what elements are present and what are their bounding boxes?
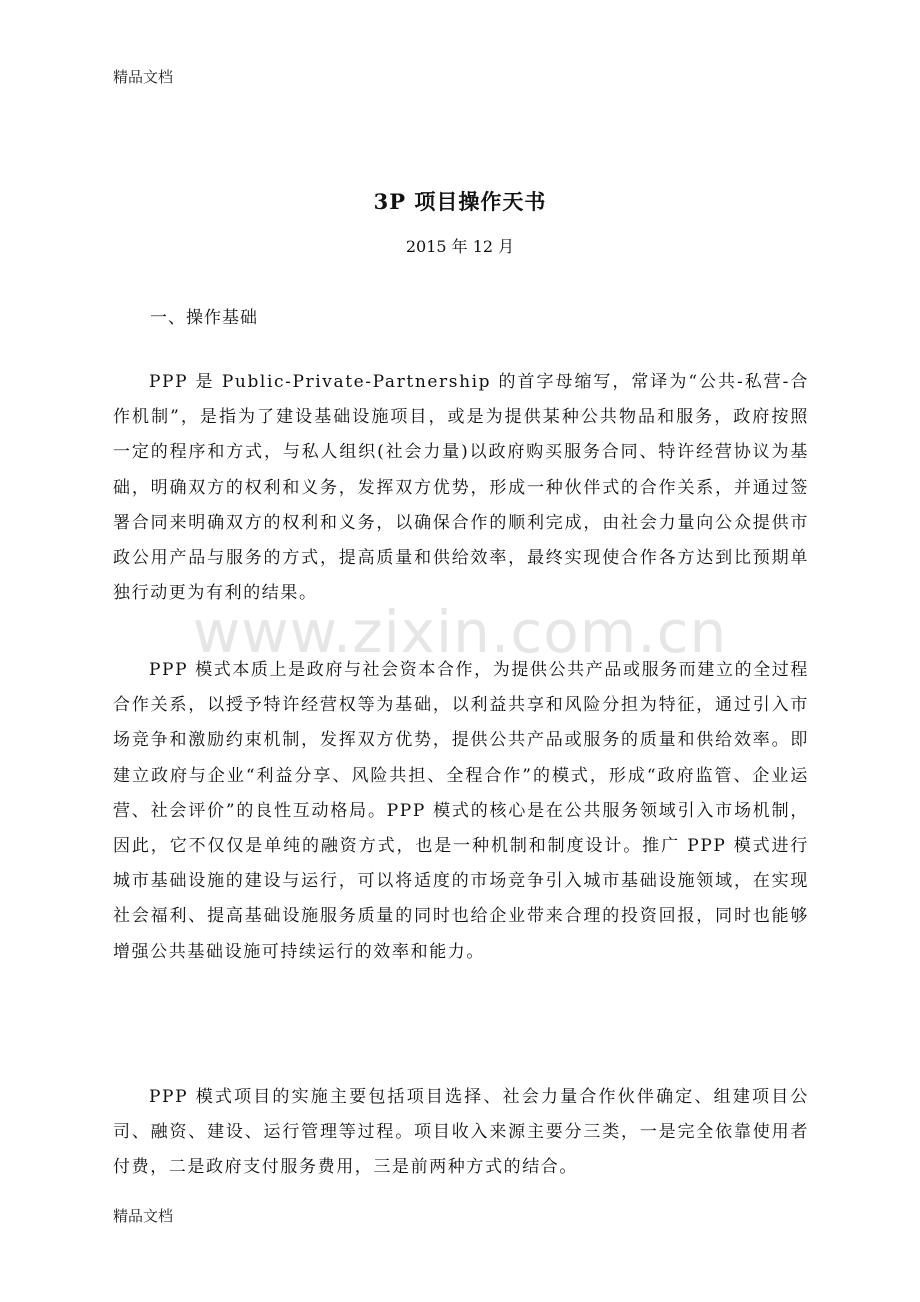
- body-paragraph-3: PPP 模式项目的实施主要包括项目选择、社会力量合作伙伴确定、组建项目公司、融资、建设、运行管理等过程。项目收入来源主要分三类，一是完全依靠使用者付费，二是政府支付服务费用，三是前两种方式的结合。: [113, 1087, 809, 1178]
- body-paragraph-2: PPP 模式本质上是政府与社会资本合作，为提供公共产品或服务而建立的全过程合作关系，以授予特许经营权等为基础，以利益共享和风险分担为特征，通过引入市场竞争和激励约束机制，发挥双方优势，提供公共产品或服务的质量和供给效率。即建立政府与企业“利益分享、风险共担、全程合作”的模式，形成“政府监管、企业运营、社会评价”的良性互动格局。PPP 模式的核心是在公共服务领域引入市场机制，因此，它不仅仅是单纯的融资方式，也是一种机制和制度设计。推广 PPP 模式进行城市基础设施的建设与运行，可以将适度的市场竞争引入城市基础设施领域，在实现社会福利、提高基础设施服务质量的同时也给企业带来合理的投资回报，同时也能够增强公共基础设施可持续运行的效率和能力。: [113, 660, 809, 962]
- body-paragraph-1: PPP 是 Public-Private-Partnership 的首字母缩写，常译为“公共-私营-合作机制”，是指为了建设基础设施项目，或是为提供某种公共物品和服务，政府按照一定的程序和方式，与私人组织(社会力量)以政府购买服务合同、特许经营协议为基础，明确双方的权利和义务，发挥双方优势，形成一种伙伴式的合作关系，并通过签署合同来明确双方的权利和义务，以确保合作的顺利完成，由社会力量向公众提供市政公用产品与服务的方式，提高质量和供给效率，最终实现使合作各方达到比预期单独行动更为有利的结果。: [113, 372, 809, 604]
- document-title: 3P 项目操作天书: [373, 189, 547, 214]
- page-header-label: 精品文档: [113, 68, 174, 86]
- page-footer-label: 精品文档: [113, 1207, 174, 1225]
- watermark-text: www.zixin.com.cn: [192, 598, 728, 666]
- document-date: 2015 年 12 月: [405, 237, 515, 256]
- section-heading: 一、操作基础: [150, 308, 258, 328]
